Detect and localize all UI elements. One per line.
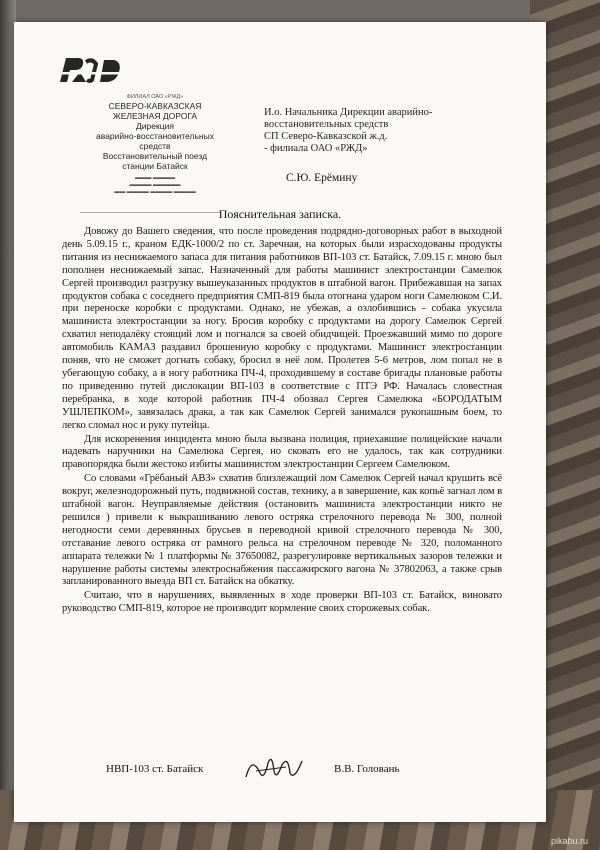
sender-line: Дирекция bbox=[136, 121, 174, 131]
sender-line: ФИЛИАЛ ОАО «РЖД» bbox=[126, 94, 184, 100]
sender-block bbox=[80, 94, 230, 196]
recipient-line: восстановительных средств bbox=[264, 119, 389, 130]
paragraph: Считаю, что в нарушениях, выявленных в ходе проверки ВП-103 ст. Батайск, виновато руководство СМП-819, которое не производит кормление своих сторожевых собак. bbox=[62, 590, 502, 615]
signer-position: НВП-103 ст. Батайск bbox=[106, 763, 204, 775]
paragraph: Довожу до Вашего сведения, что после проведения подрядно-договорных работ в выходной день 5.09.15 г., краном ЕДК-1000/2 по ст. Заречная, на которых были израсходованы продукты питания из неснижаемого запаса для питания работников ВП-103 ст. Батайск, 7.09.15 г. мною был пополнен неснижаемый запас. Назначенный для работы машинист электростанции Самелюк Сергей производил разгрузку вышеуказанных продуктов в штабной вагон. Прибежавшая на запах продуктов собака с соседнего предприятия СМП-819 была отогнана ударом ноги Самелюком С.И. при переноске коробки с продуктами. Однако, не убежав, а озлобившись - собака укусила машиниста электростанции за ногу. Бросив коробку с продуктами на дорогу Самелюк Сергей схватил неподалёку стоящий лом и погнался за своей обидчицей. Проезжавший мимо по дороге автомобиль КАМАЗ раздавил брошенную коробку с продуктами. Машинист электростанции поняв, что не сможет догнать собаку, бросил в неё лом. Пролетев 5-6 метров, лом попал не в убегающую собаку, а в ногу работника ПЧ-4, проходившему в составе бригады плановые работы по приведению путей дислокации ВП-103 в соответствие с ПТЭ РФ. Началась словестная перебранка, в ходе которой работник ПЧ-4 обозвал Сергея Самелюка «БОРОДАТЫМ УШЛЕПКОМ», завязалась драка, а так как Самелюк Сергей занимался рукопашным боем, то легко сломал нос и руку путейца. bbox=[62, 226, 502, 431]
rzd-logo-icon bbox=[56, 52, 126, 86]
recipient-line: И.о. Начальника Дирекции аварийно- bbox=[264, 107, 433, 118]
sender-line: аварийно-восстановительных средств bbox=[96, 131, 214, 151]
sender-line: ЖЕЛЕЗНАЯ ДОРОГА bbox=[112, 111, 198, 121]
recipient-name: С.Ю. Ерёмину bbox=[286, 172, 358, 184]
handwritten-signature bbox=[242, 751, 312, 785]
recipient-line: СП Северо-Кавказской ж.д. bbox=[264, 131, 388, 142]
sender-line: станции Батайск bbox=[122, 161, 188, 171]
site-watermark: pikabu.ru bbox=[550, 836, 588, 846]
sender-line: СЕВЕРО-КАВКАЗСКАЯ bbox=[108, 101, 202, 111]
document-title: Пояснительная записка. bbox=[218, 207, 342, 221]
recipient-line: - филиала ОАО «РЖД» bbox=[264, 143, 368, 154]
paragraph: Для искоренения инцидента мною была вызвана полиция, приехавшие полицейские начали надевать наручники на Самелюка Сергея, но сковать его не удалось, так как сотрудники правопорядка были жестоко избиты машинистом электростанции Сергеем Самелюком. bbox=[62, 433, 502, 471]
document-sheet bbox=[14, 22, 546, 822]
sender-line: Восстановительный поезд bbox=[102, 151, 208, 161]
paragraph: Со словами «Грёбаный АВЗ» схватив близлежащий лом Самелюк Сергей начал крушить всё вокруг, железнодорожный путь, подвижной состав, технику, а в завершение, как копьё загнал лом в штабной вагон. Неуправляемые действия (остановить машиниста электростанции никто не решился ) привели к выкрашиванию левого остряка стрелочного перевода № 300, полной негодности семи деревянных брусьев в переводной кривой стрелочного перевода № 300, отставание левого остряка от рамного рельса на стрелочном переводе № 320, поломанного аппарата тележки № 1 платформы № 37650082, разрегулировке вертикальных зазоров тележки и нарушение работы системы электроснабжения пассажирского вагона № 37802063, а также срыв запланированного выезда ВП ст. Батайск на обкатку. bbox=[62, 473, 502, 588]
signer-name: В.В. Головань bbox=[334, 763, 400, 775]
sender-address-smudge: ▬▬▬ ▬▬▬▬ ▬▬▬▬ ▬▬▬▬▬ ▬▬ ▬▬▬▬ ▬▬▬▬ ▬▬▬▬ bbox=[114, 175, 196, 195]
recipient-block bbox=[264, 107, 464, 155]
document-body bbox=[62, 226, 502, 616]
